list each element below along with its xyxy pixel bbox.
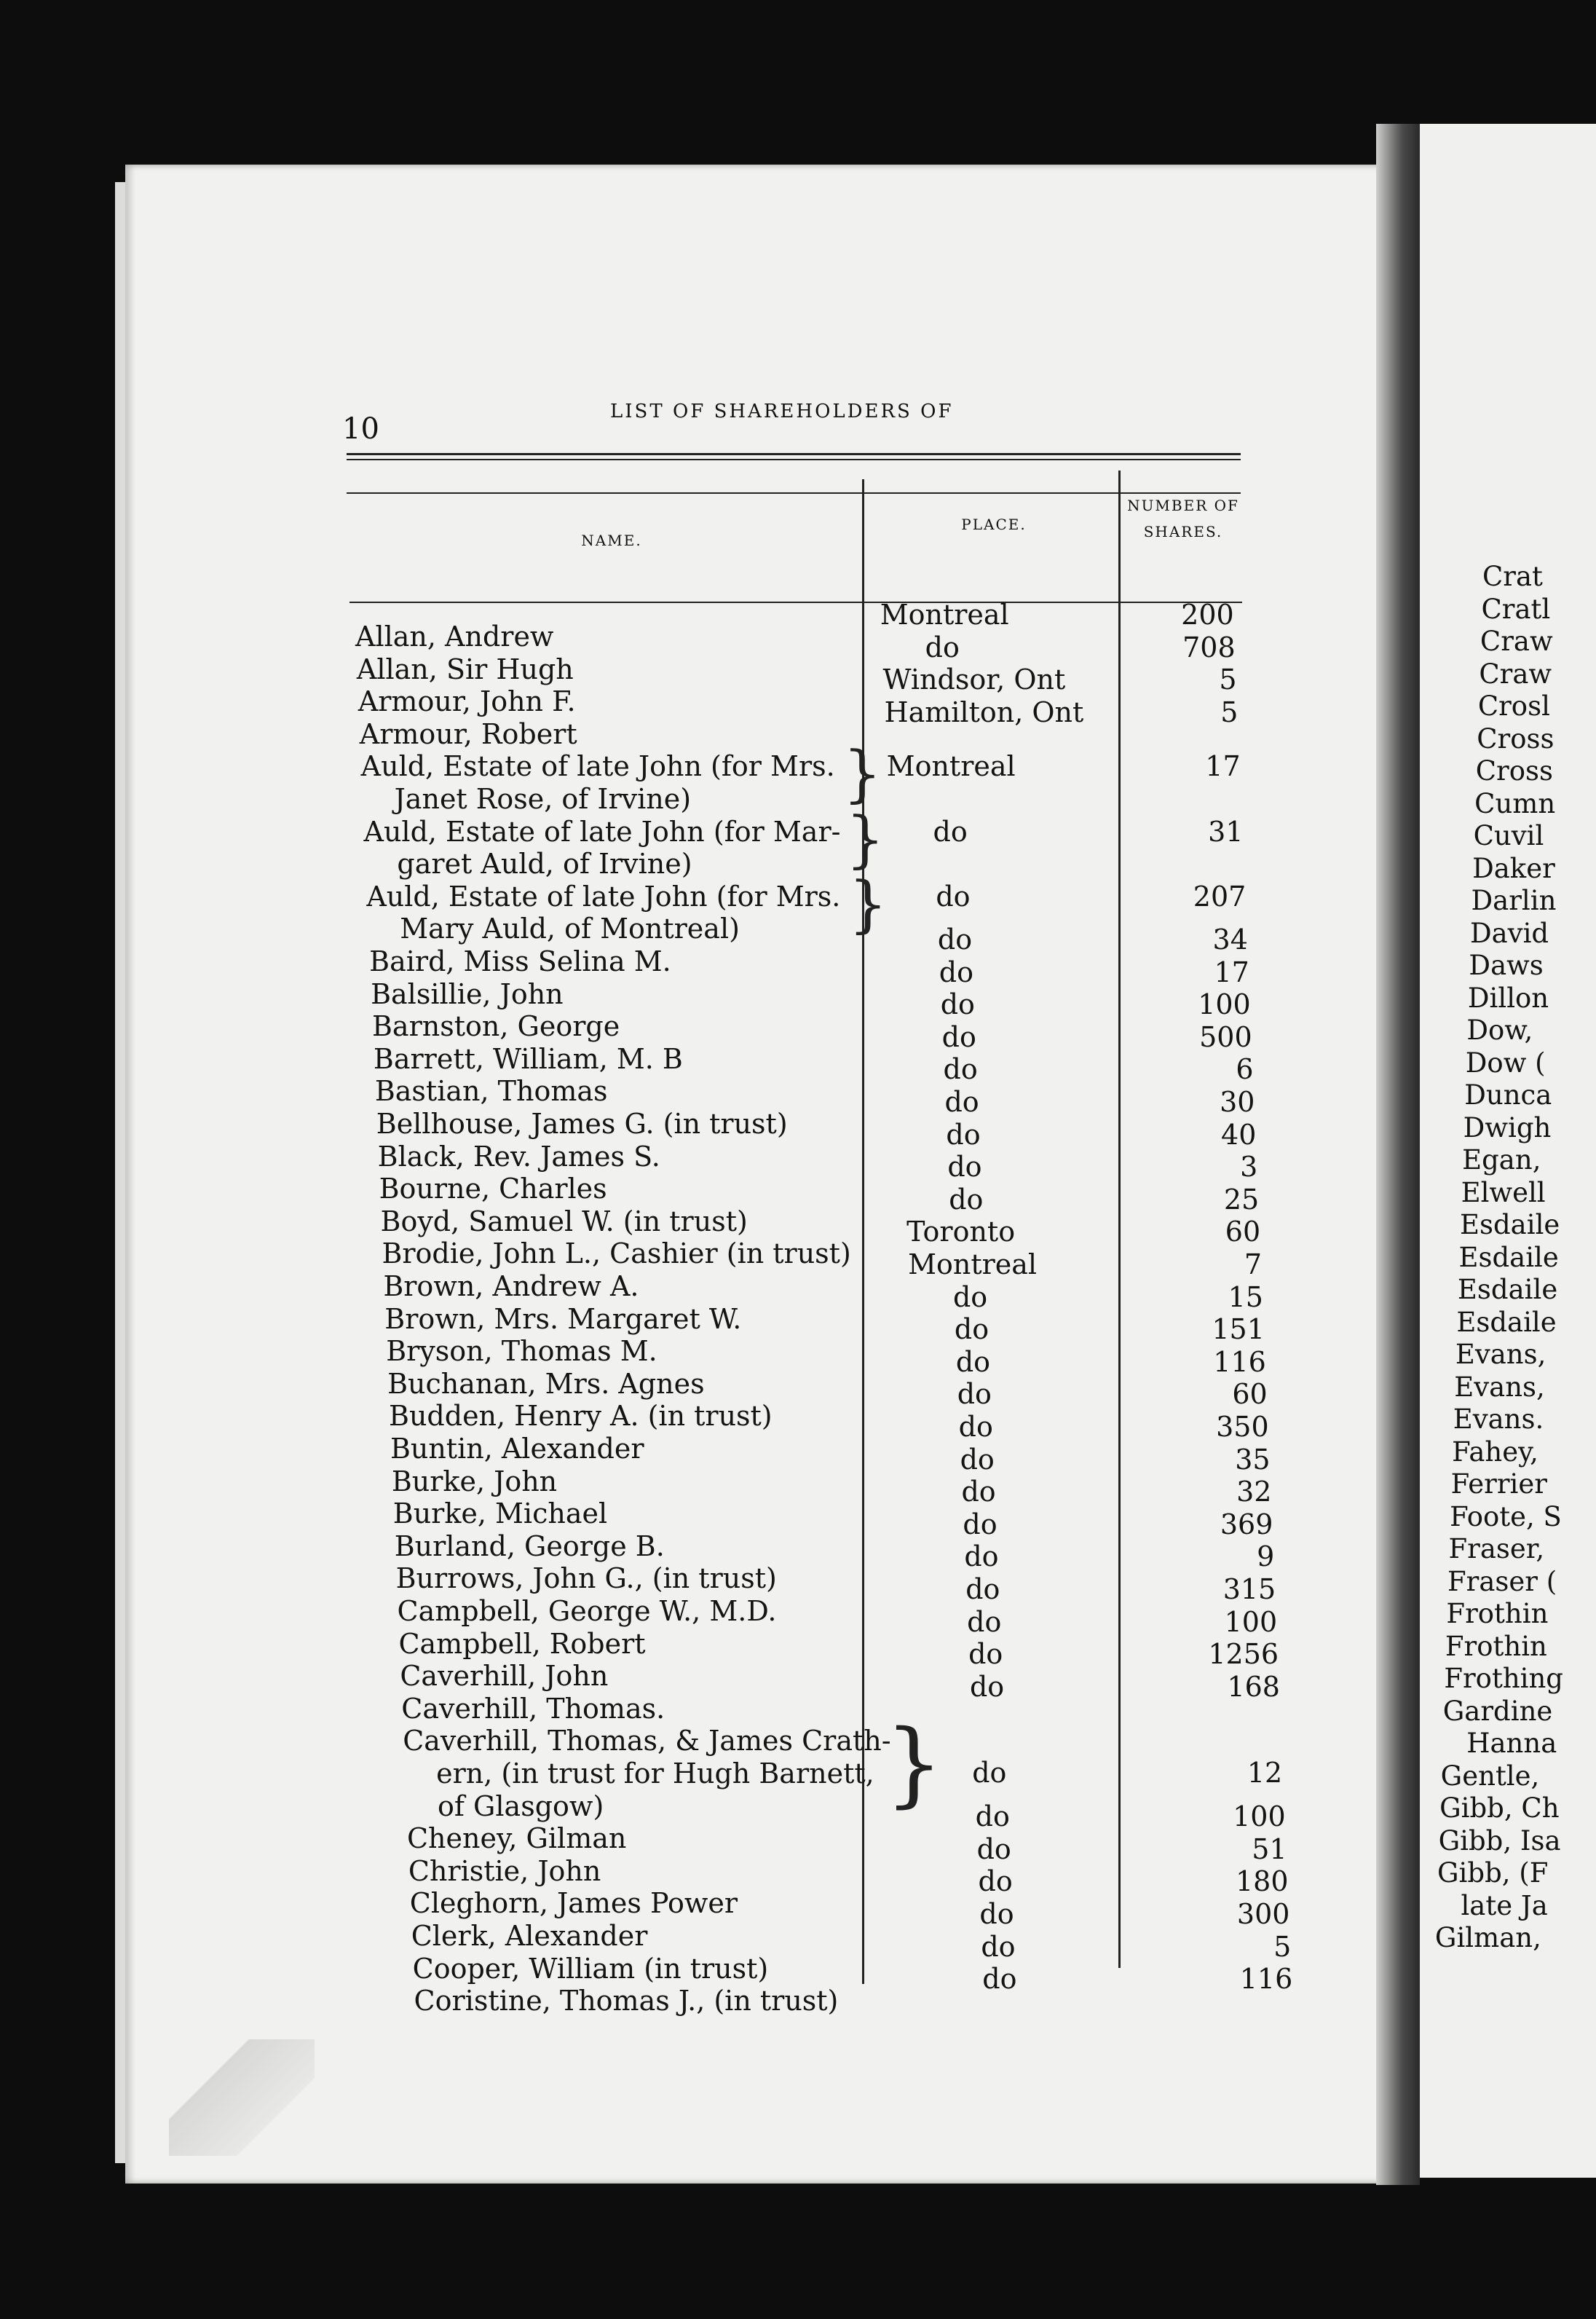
- grouping-brace: }: [842, 738, 882, 810]
- facing-page-name: Dillon: [1467, 982, 1549, 1014]
- facing-page-name: late Ja: [1461, 1889, 1548, 1921]
- shareholder-place: do: [981, 1930, 1016, 1963]
- facing-page-name: Foote, S: [1450, 1500, 1562, 1532]
- shareholder-shares: 100: [1233, 1800, 1286, 1833]
- shareholder-name: Campbell, George W., M.D.: [397, 1595, 777, 1627]
- shareholder-name: Armour, John F.: [357, 685, 576, 718]
- shareholder-shares: 708: [1182, 631, 1236, 664]
- facing-page-name: Dwigh: [1463, 1111, 1552, 1143]
- shareholder-name: Boyd, Samuel W. (in trust): [380, 1205, 748, 1237]
- shareholder-shares: 168: [1227, 1670, 1280, 1703]
- shareholder-place: do: [939, 956, 973, 988]
- shareholder-name: Burrows, John G., (in trust): [395, 1562, 777, 1595]
- shareholder-name: Armour, Robert: [359, 717, 577, 750]
- running-title: LIST OF SHAREHOLDERS OF: [610, 401, 954, 422]
- facing-page-name: Gentle,: [1440, 1760, 1540, 1792]
- shareholder-place: Montreal: [880, 599, 1009, 631]
- facing-page-name: Gardine: [1442, 1695, 1553, 1727]
- shareholder-place: do: [961, 1476, 996, 1508]
- shareholder-shares: 350: [1216, 1411, 1269, 1443]
- shareholder-shares: 17: [1214, 956, 1249, 988]
- shareholder-name: Barrett, William, M. B: [373, 1042, 683, 1075]
- facing-page-name: David: [1469, 917, 1549, 949]
- shareholder-shares: 32: [1236, 1476, 1272, 1508]
- shareholder-shares: 3: [1240, 1151, 1258, 1184]
- shareholder-name: Burke, John: [391, 1465, 558, 1497]
- facing-page-name: Gibb, Isa: [1438, 1824, 1561, 1857]
- shareholder-shares: 9: [1257, 1540, 1275, 1573]
- shareholder-place: do: [963, 1508, 998, 1540]
- shareholder-shares: 5: [1273, 1930, 1292, 1963]
- shareholder-place: do: [952, 1280, 988, 1313]
- facing-page-name: Crat: [1482, 561, 1543, 592]
- shareholder-place: do: [969, 1670, 1005, 1703]
- shareholder-shares: 100: [1198, 988, 1251, 1021]
- facing-page-name: Egan,: [1462, 1144, 1541, 1176]
- facing-page-name: Frothin: [1445, 1630, 1547, 1662]
- shareholder-name: Brodie, John L., Cashier (in trust): [382, 1237, 851, 1270]
- shareholder-place: do: [964, 1540, 999, 1573]
- shareholder-place: Montreal: [908, 1248, 1038, 1280]
- facing-page-name: Cumn: [1474, 787, 1556, 819]
- shareholder-name: Budden, Henry A. (in trust): [389, 1400, 773, 1433]
- column-header-place: PLACE.: [961, 516, 1027, 533]
- shareholder-place: do: [960, 1443, 995, 1476]
- shareholder-name: Cheney, Gilman: [406, 1822, 627, 1855]
- facing-page-name: Cuvil: [1473, 820, 1544, 851]
- shareholder-place: do: [940, 988, 975, 1021]
- shareholder-name: Bastian, Thomas: [374, 1075, 608, 1108]
- shareholder-place: do: [965, 1573, 1000, 1605]
- shareholder-place: do: [944, 1086, 979, 1118]
- shareholder-name: Allan, Sir Hugh: [356, 653, 574, 685]
- shareholder-name: Barnston, George: [372, 1010, 620, 1043]
- shareholder-shares: 31: [1208, 815, 1244, 848]
- shareholder-shares: 151: [1212, 1313, 1265, 1346]
- shareholder-shares: 5: [1220, 696, 1239, 728]
- shareholder-shares: 1256: [1208, 1638, 1279, 1671]
- shareholder-name-continued: Mary Auld, of Montreal): [400, 913, 740, 945]
- page-number: 10: [342, 412, 379, 446]
- shareholder-name: Allan, Andrew: [355, 621, 554, 653]
- facing-page-name: Dunca: [1464, 1079, 1552, 1111]
- shareholder-shares: 35: [1235, 1443, 1271, 1476]
- shareholder-shares: 30: [1220, 1086, 1255, 1118]
- shareholder-name: Auld, Estate of late John (for Mar-: [363, 815, 841, 848]
- shareholder-shares: 200: [1181, 599, 1234, 631]
- facing-page-name: Dow,: [1466, 1015, 1533, 1046]
- shareholder-shares: 5: [1219, 664, 1237, 696]
- shareholder-name: Buntin, Alexander: [390, 1433, 644, 1465]
- shareholder-name: Cleghorn, James Power: [409, 1887, 738, 1920]
- shareholder-name: Campbell, Robert: [398, 1627, 646, 1660]
- column-header-shares-line2: SHARES.: [1143, 523, 1223, 540]
- shareholder-place: do: [967, 1605, 1002, 1638]
- shareholder-place: do: [982, 1963, 1017, 1996]
- shareholder-name-continued: ern, (in trust for Hugh Barnett,: [436, 1757, 874, 1790]
- book-gutter: [1376, 124, 1420, 2185]
- facing-page-name: Fraser (: [1447, 1565, 1557, 1597]
- shareholder-name: Auld, Estate of late John (for Mrs.: [360, 750, 835, 783]
- shareholder-name-continued: garet Auld, of Irvine): [397, 848, 692, 881]
- facing-page-name: Esdaile: [1460, 1209, 1560, 1240]
- shareholder-place: do: [978, 1865, 1013, 1898]
- shareholder-name: Caverhill, Thomas.: [401, 1692, 665, 1725]
- facing-page-name: Craw: [1479, 658, 1552, 690]
- shareholder-place: do: [957, 1378, 992, 1411]
- facing-page-name: Fraser,: [1448, 1533, 1545, 1564]
- shareholder-name: Bourne, Charles: [379, 1173, 607, 1205]
- shareholder-name: Black, Rev. James S.: [377, 1140, 660, 1173]
- shareholder-place: do: [968, 1638, 1003, 1671]
- shareholder-name: Balsillie, John: [371, 977, 564, 1010]
- facing-page-name: Hanna: [1466, 1728, 1557, 1759]
- top-rule-2: [347, 459, 1241, 460]
- shareholder-shares: 15: [1228, 1280, 1263, 1313]
- shareholder-shares: 369: [1220, 1508, 1273, 1540]
- facing-page-name: Gibb, Ch: [1439, 1792, 1560, 1824]
- shareholder-shares: 7: [1244, 1248, 1263, 1280]
- shareholder-place: do: [933, 815, 968, 848]
- shareholder-place: do: [975, 1800, 1010, 1833]
- shareholder-place: Toronto: [906, 1216, 1016, 1248]
- top-rule-3: [347, 492, 1241, 494]
- shareholder-place: do: [976, 1832, 1011, 1865]
- shareholder-place: do: [941, 1020, 976, 1053]
- shareholder-shares: 207: [1193, 880, 1247, 913]
- shareholder-shares: 100: [1224, 1605, 1278, 1638]
- shareholder-name: Burke, Michael: [392, 1497, 608, 1530]
- shareholder-name: Baird, Miss Selina M.: [369, 945, 671, 977]
- shareholder-place: do: [947, 1151, 982, 1184]
- shareholder-place: Windsor, Ont: [882, 664, 1066, 696]
- shareholder-shares: 6: [1236, 1053, 1254, 1086]
- facing-page-name: Esdaile: [1458, 1241, 1559, 1273]
- facing-page-name: Daker: [1472, 852, 1555, 884]
- facing-page-name: Fahey,: [1452, 1436, 1538, 1468]
- shareholder-place: do: [954, 1313, 989, 1346]
- shareholder-place: do: [946, 1118, 981, 1151]
- shareholder-shares: 315: [1222, 1573, 1276, 1605]
- shareholder-name: Caverhill, Thomas, & James Crath-: [403, 1725, 891, 1757]
- shareholder-place: do: [972, 1757, 1007, 1790]
- shareholder-name-continued: of Glasgow): [438, 1790, 604, 1822]
- shareholder-place: do: [955, 1345, 991, 1378]
- facing-page-name: Evans,: [1455, 1339, 1546, 1370]
- grouping-brace: }: [848, 867, 888, 940]
- facing-page-name: Gilman,: [1434, 1922, 1541, 1953]
- shareholder-name-continued: Janet Rose, of Irvine): [394, 783, 692, 815]
- grouping-brace: }: [845, 803, 885, 875]
- shareholder-name: Buchanan, Mrs. Agnes: [387, 1367, 705, 1400]
- shareholder-shares: 40: [1221, 1118, 1257, 1151]
- facing-page-name: Cratl: [1481, 593, 1551, 625]
- shareholder-shares: 12: [1247, 1757, 1283, 1790]
- facing-page-name: Elwell: [1461, 1176, 1546, 1208]
- facing-page-name: Daws: [1469, 950, 1544, 981]
- shareholder-name: Clerk, Alexander: [411, 1920, 648, 1952]
- shareholder-name: Coristine, Thomas J., (in trust): [414, 1985, 839, 2017]
- shareholder-place: do: [936, 880, 971, 913]
- shareholder-name: Bellhouse, James G. (in trust): [376, 1108, 788, 1140]
- shareholder-name: Auld, Estate of late John (for Mrs.: [366, 880, 841, 913]
- facing-page-name: Dow (: [1465, 1047, 1546, 1079]
- shareholder-shares: 60: [1232, 1378, 1268, 1411]
- top-rule: [347, 453, 1241, 455]
- shareholder-shares: 17: [1205, 750, 1241, 783]
- shareholder-place: Hamilton, Ont: [884, 696, 1084, 728]
- shareholder-place: Montreal: [886, 750, 1016, 783]
- facing-page-name: Esdaile: [1457, 1274, 1558, 1305]
- shareholder-place: do: [925, 631, 960, 664]
- shareholder-name: Caverhill, John: [400, 1660, 609, 1693]
- shareholder-shares: 60: [1225, 1216, 1261, 1248]
- grouping-brace: }: [885, 1710, 944, 1818]
- shareholder-name: Cooper, William (in trust): [412, 1952, 769, 1985]
- shareholder-shares: 25: [1223, 1183, 1260, 1216]
- shareholder-place: do: [949, 1183, 984, 1216]
- column-header-name: NAME.: [581, 532, 642, 549]
- shareholder-place: do: [937, 924, 973, 956]
- shareholder-place: do: [958, 1411, 993, 1443]
- facing-page-name: Darlin: [1471, 885, 1557, 916]
- facing-page-name: Ferrier: [1450, 1468, 1547, 1500]
- shareholder-name: Brown, Mrs. Margaret W.: [384, 1302, 742, 1335]
- facing-page-name: Evans.: [1453, 1403, 1544, 1435]
- column-divider-shares: [1118, 471, 1121, 1968]
- shareholder-shares: 180: [1235, 1865, 1289, 1898]
- shareholder-shares: 34: [1212, 924, 1248, 956]
- facing-page-name: Evans,: [1454, 1371, 1545, 1403]
- shareholder-shares: 51: [1252, 1832, 1287, 1865]
- shareholder-shares: 300: [1236, 1898, 1290, 1930]
- facing-page-name: Esdaile: [1456, 1306, 1557, 1338]
- shareholder-shares: 116: [1213, 1345, 1266, 1378]
- shareholder-name: Christie, John: [408, 1854, 601, 1887]
- shareholder-place: do: [979, 1898, 1014, 1930]
- shareholder-shares: 500: [1199, 1020, 1252, 1053]
- shareholder-shares: 116: [1239, 1963, 1293, 1996]
- shareholder-place: do: [943, 1053, 978, 1086]
- torn-corner: [169, 2039, 315, 2156]
- shareholder-name: Bryson, Thomas M.: [386, 1335, 657, 1368]
- facing-page-name: Crosl: [1477, 690, 1550, 722]
- column-header-shares-line1: NUMBER OF: [1127, 497, 1239, 514]
- shareholder-name: Burland, George B.: [394, 1529, 665, 1562]
- facing-page-name: Gibb, (F: [1437, 1857, 1549, 1889]
- shareholder-name: Brown, Andrew A.: [383, 1270, 639, 1302]
- header-bottom-rule: [349, 602, 1242, 603]
- facing-page-name: Frothing: [1444, 1663, 1563, 1694]
- facing-page-name: Frothin: [1446, 1598, 1549, 1629]
- facing-page-name: Cross: [1475, 755, 1553, 787]
- facing-page-name: Craw: [1480, 626, 1553, 657]
- facing-page-name: Cross: [1477, 723, 1554, 755]
